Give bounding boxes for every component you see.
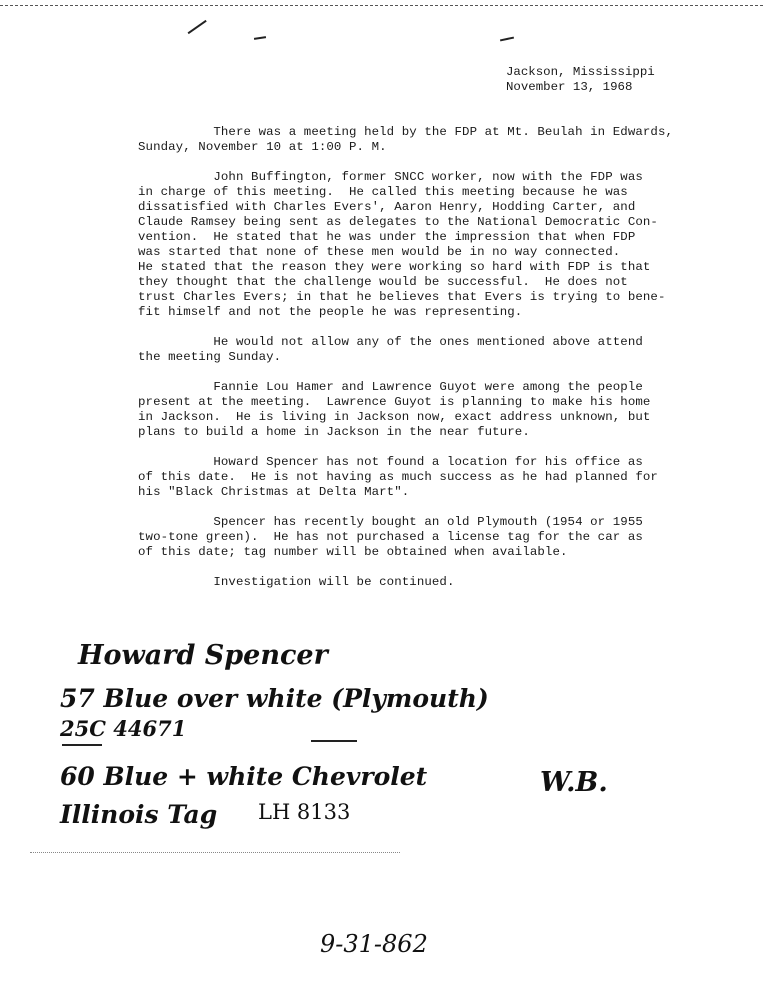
location-line: Jackson, Mississippi [506,65,655,79]
body-line: dissatisfied with Charles Evers', Aaron Henry, Hodding Carter, and [138,200,636,214]
date-line: November 13, 1968 [506,80,633,94]
pen-mark [188,20,207,34]
body-line: in Jackson. He is living in Jackson now, exact address unknown, but [138,410,651,424]
underline-mark [311,740,357,742]
body-line [138,155,673,170]
body-line: fit himself and not the people he was representing. [138,305,523,319]
memo-body [138,125,673,590]
file-number: 9-31-862 [320,930,428,958]
handwritten-tag-2-label: Illinois Tag [60,800,218,829]
body-line [138,365,673,380]
body-line: in charge of this meeting. He called this meeting because he was [138,185,628,199]
body-line: Fannie Lou Hamer and Lawrence Guyot were among the people [138,380,643,394]
body-line: plans to build a home in Jackson in the near future. [138,425,530,439]
pen-mark [254,36,266,40]
handwritten-car-1: 57 Blue over white (Plymouth) [60,684,489,713]
body-line: Claude Ramsey being sent as delegates to the National Democratic Con- [138,215,658,229]
handwritten-name: Howard Spencer [78,640,328,671]
body-line: the meeting Sunday. [138,350,282,364]
pen-mark [500,37,514,42]
faint-dotted-line [30,852,400,853]
letterhead-location-date [506,65,655,95]
body-line: There was a meeting held by the FDP at Mt. Beulah in Edwards, [138,125,674,139]
body-line: He stated that the reason they were working so hard with FDP is that [138,260,651,274]
body-line: John Buffington, former SNCC worker, now with the FDP was [138,170,643,184]
body-line: of this date. He is not having as much success as he had planned for [138,470,658,484]
body-line: trust Charles Evers; in that he believes that Evers is trying to bene- [138,290,666,304]
body-line: Investigation will be continued. [138,575,455,589]
body-line: they thought that the challenge would be successful. He does not [138,275,628,289]
body-line: present at the meeting. Lawrence Guyot is planning to make his home [138,395,651,409]
handwritten-car-2: 60 Blue + white Chevrolet [60,762,428,791]
body-line: Sunday, November 10 at 1:00 P. M. [138,140,387,154]
body-line [138,500,673,515]
underline-mark [62,744,102,746]
body-line: two-tone green). He has not purchased a license tag for the car as [138,530,643,544]
handwritten-tag-2-number: LH 8133 [258,800,351,824]
handwritten-tag-1: 25C 44671 [60,716,187,741]
body-line: was started that none of these men would be in no way connected. [138,245,621,259]
top-border-line [0,5,763,6]
body-line [138,440,673,455]
body-line: his "Black Christmas at Delta Mart". [138,485,410,499]
body-line: He would not allow any of the ones mentioned above attend [138,335,643,349]
body-line: vention. He stated that he was under the impression that when FDP [138,230,636,244]
body-line: of this date; tag number will be obtained when available. [138,545,568,559]
body-line: Howard Spencer has not found a location for his office as [138,455,643,469]
body-line [138,320,673,335]
handwritten-initials: W.B. [540,767,608,798]
body-line: Spencer has recently bought an old Plymouth (1954 or 1955 [138,515,643,529]
body-line [138,560,673,575]
